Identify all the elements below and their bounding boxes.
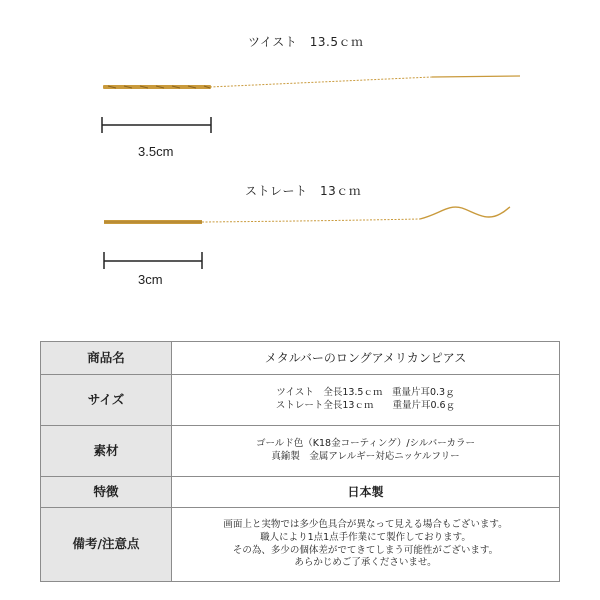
twist-dimension-label: 3.5cm [138, 144, 174, 159]
twist-dimension-marker [102, 117, 211, 133]
spec-row-feature [41, 477, 560, 508]
spec-value: メタルバーのロングアメリカンピアス [172, 342, 560, 375]
straight-dimension-marker [104, 252, 202, 269]
spec-row-notes [41, 508, 560, 582]
straight-caption: ストレート 13ｃｍ [245, 184, 362, 198]
spec-key: 備考/注意点 [41, 508, 172, 582]
spec-row-product-name [41, 342, 560, 375]
spec-row-size [41, 375, 560, 426]
twist-earring-image [103, 76, 520, 89]
spec-row-material [41, 426, 560, 477]
spec-value: 画面上と実物では多少色具合が異なって見える場合もございます。 職人により1点1点手作業にて製作しております。 その為、多少の個体差がでてきてしまう可能性がございます。 あらかじめご了承くださいませ。 [172, 508, 560, 582]
straight-earring-image [104, 207, 510, 224]
spec-value: 日本製 [172, 477, 560, 508]
twist-caption: ツイスト 13.5ｃｍ [248, 35, 364, 49]
spec-value: ゴールド色（K18金コーティング）/シルバーカラー 真鍮製 金属アレルギー対応ニッケルフリー [172, 426, 560, 477]
spec-table [40, 341, 560, 582]
spec-value: ツイスト 全長13.5ｃｍ 重量片耳0.3ｇ ストレート全長13ｃｍ 重量片耳0.6ｇ [172, 375, 560, 426]
straight-dimension-label: 3cm [138, 272, 163, 287]
spec-key: 商品名 [41, 342, 172, 375]
spec-key: 特徴 [41, 477, 172, 508]
spec-key: サイズ [41, 375, 172, 426]
spec-key: 素材 [41, 426, 172, 477]
